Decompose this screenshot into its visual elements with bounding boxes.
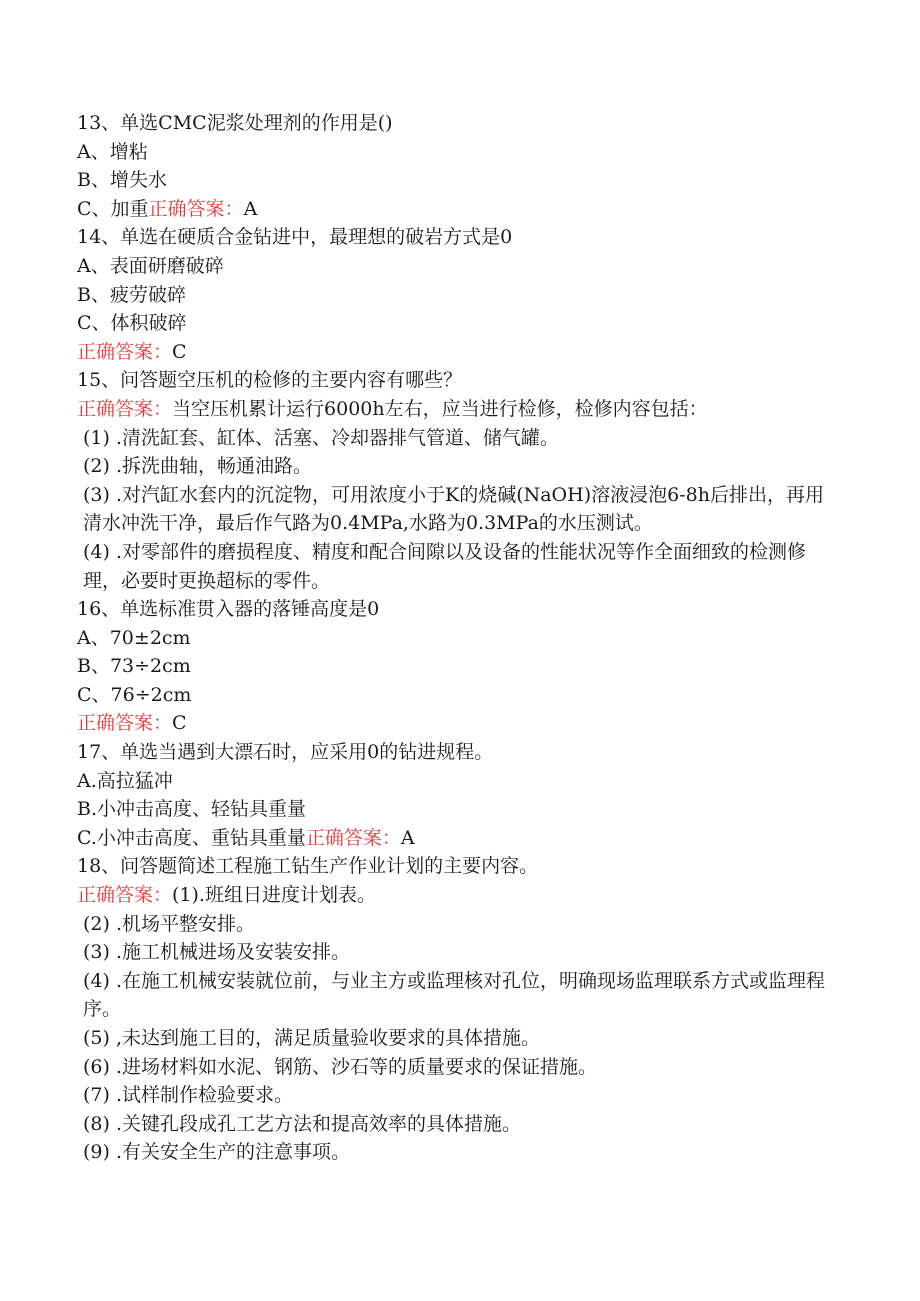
answer-item-8: (8) .关键孔段成孔工艺方法和提高效率的具体措施。 xyxy=(83,1112,521,1135)
option-c-with-answer xyxy=(77,195,837,224)
answer-label: 正确答案： xyxy=(77,884,173,907)
question-14: 14、单选在硬质合金钻进中，最理想的破岩方式是0 xyxy=(77,226,513,249)
option-b: B、疲劳破碎 xyxy=(77,283,186,306)
answer-line xyxy=(77,881,837,910)
answer-label: 正确答案： xyxy=(77,397,173,420)
option-b: B、增失水 xyxy=(77,169,167,192)
answer-item-6: (6) .进场材料如水泥、钢筋、沙石等的质量要求的保证措施。 xyxy=(83,1055,597,1078)
answer-item-4: (4) .在施工机械安装就位前，与业主方或监理核对孔位，明确现场监理联系方式或监理程序。 xyxy=(83,969,825,1021)
question-13: 13、单选CMC泥浆处理剂的作用是() xyxy=(77,112,393,134)
answer-value: A xyxy=(243,197,258,220)
answer-item-5: (5) ,未达到施工目的，满足质量验收要求的具体措施。 xyxy=(83,1027,540,1049)
answer-item-9: (9) .有关安全生产的注意事项。 xyxy=(83,1141,350,1164)
answer-item-2: (2) .拆洗曲轴，畅通油路。 xyxy=(83,455,312,478)
answer-label: 正确答案： xyxy=(148,197,244,220)
question-17: 17、单选当遇到大漂石时，应采用0的钻进规程。 xyxy=(77,741,494,764)
answer-value: A xyxy=(400,826,415,849)
answer-line xyxy=(77,338,837,367)
answer-label: 正确答案： xyxy=(77,340,173,363)
option-c: C.小冲击高度、重钻具重量 xyxy=(77,826,306,849)
answer-line xyxy=(77,395,837,424)
answer-item-1: (1) .清洗缸套、缸体、活塞、冷却器排气管道、储气罐。 xyxy=(83,426,559,449)
answer-item-4: (4) .对零部件的磨损程度、精度和配合间隙以及设备的性能状况等作全面细致的检测修理，必要时更换超标的零件。 xyxy=(83,540,806,592)
answer-value: C xyxy=(172,712,187,735)
option-c: C、76÷2cm xyxy=(77,683,192,706)
question-16: 16、单选标准贯入器的落锤高度是0 xyxy=(77,598,380,621)
option-c-with-answer xyxy=(77,824,837,853)
answer-label: 正确答案： xyxy=(77,712,173,735)
answer-label: 正确答案： xyxy=(305,826,401,849)
answer-text: 当空压机累计运行6000h左右，应当进行检修，检修内容包括： xyxy=(172,397,708,420)
option-a: A、表面研磨破碎 xyxy=(77,254,224,277)
answer-value: C xyxy=(172,340,187,363)
option-b: B.小冲击高度、轻钻具重量 xyxy=(77,798,307,821)
answer-item-3: (3) .对汽缸水套内的沉淀物，可用浓度小于K的烧碱(NaOH)溶液浸泡6-8h后排出，再用清水冲洗干净，最后作气路为0.4MPa,水路为0.3MPa的水压测试。 xyxy=(83,483,824,535)
question-15: 15、问答题空压机的检修的主要内容有哪些？ xyxy=(77,369,463,392)
document-page xyxy=(77,109,837,1167)
option-a: A、70±2cm xyxy=(77,626,191,649)
answer-item-2: (2) .机场平整安排。 xyxy=(83,912,255,935)
question-18: 18、问答题简述工程施工钻生产作业计划的主要内容。 xyxy=(77,855,539,878)
option-a: A、增粘 xyxy=(77,140,148,163)
answer-item-3: (3) .施工机械进场及安装安排。 xyxy=(83,941,350,964)
option-c: C、加重 xyxy=(77,197,149,220)
answer-item-1: (1).班组日进度计划表。 xyxy=(172,884,376,907)
answer-line xyxy=(77,709,837,738)
answer-item-7: (7) .试样制作检验要求。 xyxy=(83,1084,293,1107)
option-b: B、73÷2cm xyxy=(77,655,191,678)
option-a: A.高拉猛冲 xyxy=(77,769,173,792)
option-c: C、体积破碎 xyxy=(77,312,187,335)
